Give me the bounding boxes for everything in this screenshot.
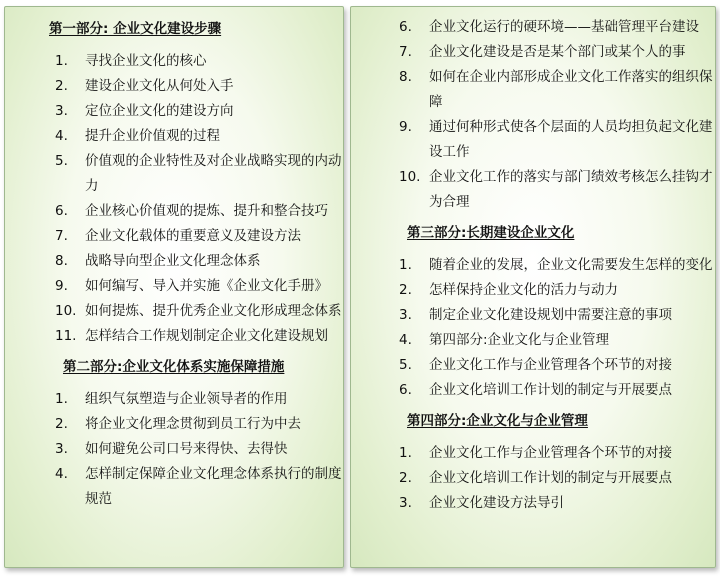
list-item-number: 3. bbox=[399, 307, 412, 323]
list-item-text: 战略导向型企业文化理念体系 bbox=[85, 253, 261, 269]
list-item bbox=[393, 253, 715, 278]
part1-list bbox=[49, 49, 343, 349]
list-item-number: 9. bbox=[399, 119, 412, 135]
list-item-text: 企业文化运行的硬环境——基础管理平台建设 bbox=[429, 19, 699, 35]
list-item-number: 4. bbox=[55, 466, 68, 482]
list-item bbox=[49, 249, 343, 274]
list-item bbox=[393, 491, 715, 516]
list-item-text: 随着企业的发展，企业文化需要发生怎样的变化 bbox=[429, 257, 713, 273]
part4-heading: 第四部分:企业文化与企业管理 bbox=[407, 413, 588, 429]
list-item-text: 企业文化建设是否是某个部门或某个人的事 bbox=[429, 44, 686, 60]
list-item bbox=[393, 378, 715, 403]
list-item-number: 2. bbox=[55, 416, 68, 432]
list-item bbox=[49, 274, 343, 299]
list-item-number: 10. bbox=[55, 303, 77, 319]
list-item bbox=[49, 224, 343, 249]
list-item bbox=[393, 328, 715, 353]
list-item-text: 制定企业文化建设规划中需要注意的事项 bbox=[429, 307, 672, 323]
list-item-text: 企业文化工作与企业管理各个环节的对接 bbox=[429, 357, 672, 373]
list-item-text: 寻找企业文化的核心 bbox=[85, 53, 207, 69]
list-item-number: 7. bbox=[399, 44, 412, 60]
list-item-text: 如何编写、导入并实施《企业文化手册》 bbox=[85, 278, 328, 294]
list-item-text: 企业文化载体的重要意义及建设方法 bbox=[85, 228, 301, 244]
list-item bbox=[49, 299, 343, 324]
part2-list bbox=[49, 387, 343, 512]
list-item-number: 2. bbox=[55, 78, 68, 94]
list-item bbox=[393, 466, 715, 491]
list-item-number: 6. bbox=[55, 203, 68, 219]
list-item-number: 3. bbox=[55, 441, 68, 457]
list-item-number: 2. bbox=[399, 470, 412, 486]
part3-heading: 第三部分:长期建设企业文化 bbox=[407, 225, 575, 241]
list-item bbox=[49, 412, 343, 437]
list-item bbox=[393, 15, 715, 40]
list-item-text: 如何避免公司口号来得快、去得快 bbox=[85, 441, 288, 457]
list-item-number: 7. bbox=[55, 228, 68, 244]
list-item-number: 3. bbox=[399, 495, 412, 511]
list-item-text: 第四部分:企业文化与企业管理 bbox=[429, 332, 610, 348]
list-item-text: 企业文化培训工作计划的制定与开展要点 bbox=[429, 470, 672, 486]
list-item bbox=[393, 353, 715, 378]
list-item-number: 1. bbox=[399, 257, 412, 273]
list-item-text: 怎样制定保障企业文化理念体系执行的制度规范 bbox=[85, 466, 342, 507]
list-item-number: 4. bbox=[55, 128, 68, 144]
list-item bbox=[49, 387, 343, 412]
list-item-number: 6. bbox=[399, 382, 412, 398]
list-item bbox=[393, 303, 715, 328]
list-item bbox=[393, 165, 715, 215]
list-item-number: 1. bbox=[399, 445, 412, 461]
list-item bbox=[393, 278, 715, 303]
list-item-text: 怎样结合工作规划制定企业文化建设规划 bbox=[85, 328, 328, 344]
list-item bbox=[49, 462, 343, 512]
part1-heading: 第一部分: 企业文化建设步骤 bbox=[49, 21, 222, 37]
list-item bbox=[393, 65, 715, 115]
right-panel bbox=[350, 6, 716, 568]
part2-heading: 第二部分:企业文化体系实施保障措施 bbox=[63, 359, 285, 375]
list-item-number: 5. bbox=[399, 357, 412, 373]
list-item-text: 提升企业价值观的过程 bbox=[85, 128, 220, 144]
list-item-text: 如何提炼、提升优秀企业文化形成理念体系 bbox=[85, 303, 342, 319]
list-item bbox=[49, 74, 343, 99]
part4-list bbox=[393, 441, 715, 516]
list-item-number: 2. bbox=[399, 282, 412, 298]
left-panel bbox=[4, 6, 344, 568]
list-item-number: 5. bbox=[55, 153, 68, 169]
list-item-text: 如何在企业内部形成企业文化工作落实的组织保障 bbox=[429, 69, 713, 110]
list-item bbox=[393, 40, 715, 65]
list-item-number: 1. bbox=[55, 53, 68, 69]
list-item bbox=[393, 115, 715, 165]
part2-continued-list bbox=[393, 15, 715, 215]
list-item-text: 企业文化建设方法导引 bbox=[429, 495, 564, 511]
list-item bbox=[49, 149, 343, 199]
list-item-number: 1. bbox=[55, 391, 68, 407]
list-item-text: 通过何种形式使各个层面的人员均担负起文化建设工作 bbox=[429, 119, 713, 160]
list-item-number: 9. bbox=[55, 278, 68, 294]
list-item-number: 11. bbox=[55, 328, 77, 344]
list-item-text: 组织气氛塑造与企业领导者的作用 bbox=[85, 391, 288, 407]
list-item-number: 4. bbox=[399, 332, 412, 348]
list-item bbox=[393, 441, 715, 466]
list-item bbox=[49, 49, 343, 74]
list-item bbox=[49, 99, 343, 124]
list-item bbox=[49, 324, 343, 349]
list-item-text: 企业文化培训工作计划的制定与开展要点 bbox=[429, 382, 672, 398]
list-item-text: 将企业文化理念贯彻到员工行为中去 bbox=[85, 416, 301, 432]
list-item-text: 怎样保持企业文化的活力与动力 bbox=[429, 282, 618, 298]
list-item-text: 价值观的企业特性及对企业战略实现的内动力 bbox=[85, 153, 342, 194]
list-item-text: 定位企业文化的建设方向 bbox=[85, 103, 234, 119]
list-item-number: 6. bbox=[399, 19, 412, 35]
part3-list bbox=[393, 253, 715, 403]
list-item bbox=[49, 199, 343, 224]
list-item-text: 企业文化工作与企业管理各个环节的对接 bbox=[429, 445, 672, 461]
list-item-number: 8. bbox=[399, 69, 412, 85]
list-item-text: 建设企业文化从何处入手 bbox=[85, 78, 234, 94]
list-item bbox=[49, 437, 343, 462]
list-item-number: 10. bbox=[399, 169, 421, 185]
list-item-text: 企业文化工作的落实与部门绩效考核怎么挂钩才为合理 bbox=[429, 169, 713, 210]
list-item bbox=[49, 124, 343, 149]
list-item-number: 8. bbox=[55, 253, 68, 269]
list-item-text: 企业核心价值观的提炼、提升和整合技巧 bbox=[85, 203, 328, 219]
list-item-number: 3. bbox=[55, 103, 68, 119]
